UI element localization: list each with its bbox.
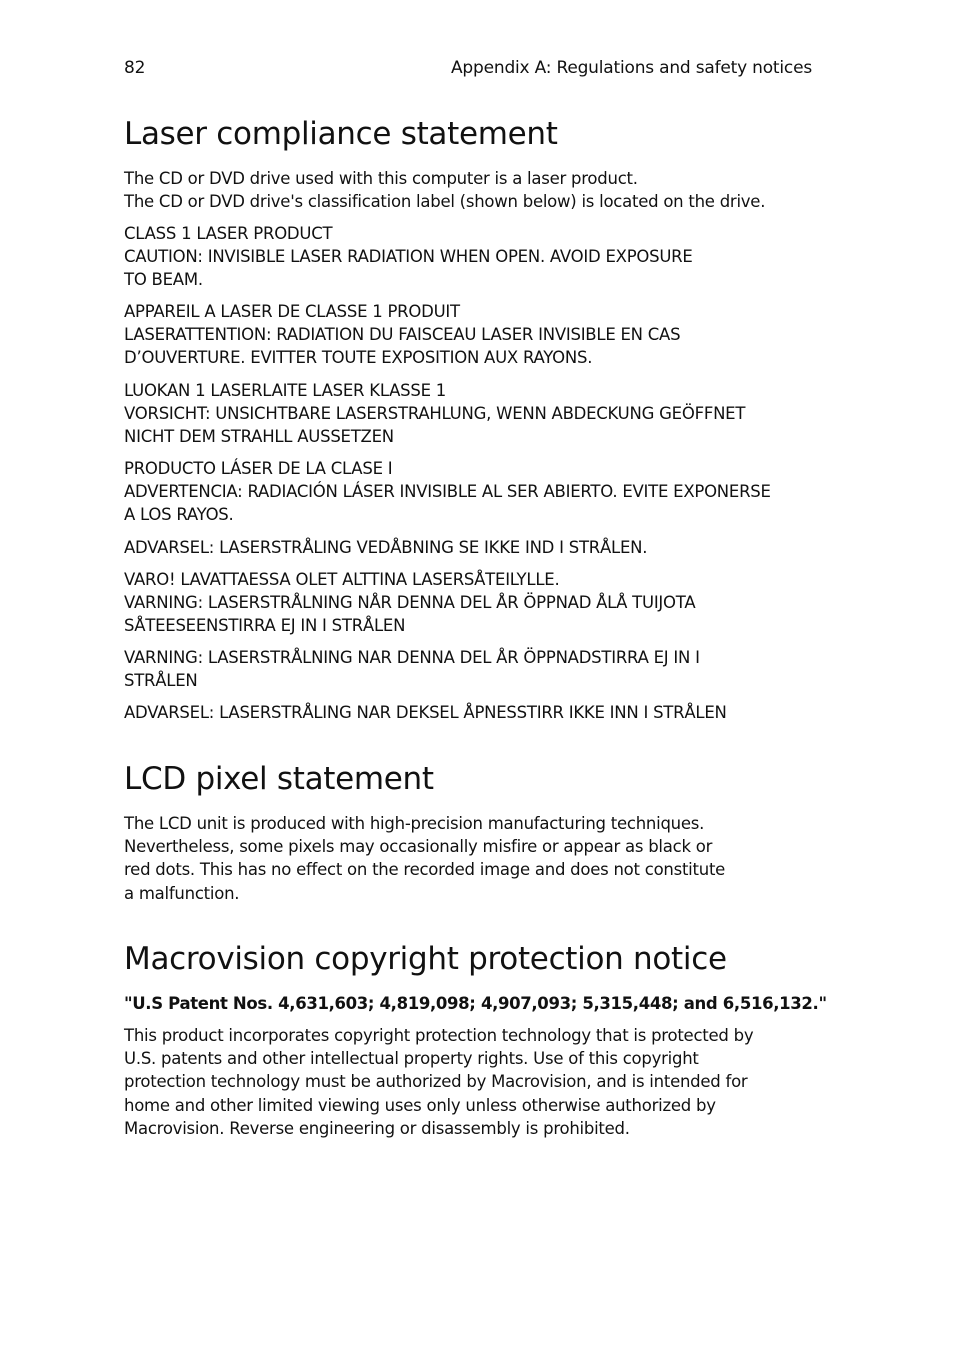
running-title: Appendix A: Regulations and safety notices <box>451 58 812 78</box>
text-line: "U.S Patent Nos. 4,631,603; 4,819,098; 4,907,093; 5,315,448; and 6,516,132." <box>124 994 827 1013</box>
text-line: A LOS RAYOS. <box>124 505 234 525</box>
lcd-paragraph <box>124 812 725 905</box>
text-line: protection technology must be authorized by Macrovision, and is intended for <box>124 1072 748 1092</box>
text-line: The CD or DVD drive used with this computer is a laser product. <box>124 169 638 188</box>
text-line: VARNING: LASERSTRÅLNING NAR DENNA DEL ÅR ÖPPNADSTIRRA EJ IN I <box>124 648 700 667</box>
laser-spanish-paragraph <box>124 457 771 527</box>
laser-intro-paragraph <box>124 167 765 213</box>
text-line: CAUTION: INVISIBLE LASER RADIATION WHEN OPEN. AVOID EXPOSURE <box>124 247 693 267</box>
page-number: 82 <box>124 58 146 78</box>
laser-swedish-paragraph <box>124 646 700 692</box>
text-line: PRODUCTO LÁSER DE LA CLASE I <box>124 459 393 478</box>
text-line: red dots. This has no effect on the recorded image and does not constitute <box>124 860 726 880</box>
text-line: VORSICHT: UNSICHTBARE LASERSTRAHLUNG, WENN ABDECKUNG GEÖFFNET <box>124 404 746 424</box>
text-line: VARNING: LASERSTRÅLNING NÅR DENNA DEL ÅR ÖPPNAD ÅLÅ TUIJOTA <box>124 593 696 613</box>
text-line: NICHT DEM STRAHLL AUSSETZEN <box>124 427 394 447</box>
laser-danish-paragraph <box>124 536 647 559</box>
lcd-section-title: LCD pixel statement <box>124 761 434 797</box>
text-line: Nevertheless, some pixels may occasionally misfire or appear as black or <box>124 837 713 857</box>
laser-finnish-paragraph <box>124 568 695 638</box>
text-line: SÅTEESEENSTIRRA EJ IN I STRÅLEN <box>124 616 406 636</box>
text-line: Macrovision. Reverse engineering or disassembly is prohibited. <box>124 1118 630 1138</box>
text-line: LASERATTENTION: RADIATION DU FAISCEAU LASER INVISIBLE EN CAS <box>124 325 681 345</box>
text-line: ADVERTENCIA: RADIACIÓN LÁSER INVISIBLE AL SER ABIERTO. EVITE EXPONERSE <box>124 482 771 502</box>
text-line: CLASS 1 LASER PRODUCT <box>124 224 333 243</box>
macrovision-paragraph <box>124 1024 753 1140</box>
laser-french-paragraph <box>124 300 680 370</box>
macrovision-section-title: Macrovision copyright protection notice <box>124 941 727 977</box>
laser-german-paragraph <box>124 379 745 449</box>
page-header <box>124 57 812 79</box>
text-line: VARO! LAVATTAESSA OLET ALTTINA LASERSÅTEILYLLE. <box>124 570 560 589</box>
text-line: TO BEAM. <box>124 270 203 290</box>
text-line: STRÅLEN <box>124 671 198 691</box>
text-line: This product incorporates copyright protection technology that is protected by <box>124 1026 754 1045</box>
laser-norwegian-paragraph <box>124 701 727 724</box>
text-line: D’OUVERTURE. EVITTER TOUTE EXPOSITION AUX RAYONS. <box>124 348 593 368</box>
text-line: APPAREIL A LASER DE CLASSE 1 PRODUIT <box>124 302 460 321</box>
text-line: ADVARSEL: LASERSTRÅLING NAR DEKSEL ÅPNESSTIRR IKKE INN I STRÅLEN <box>124 703 727 722</box>
text-line: LUOKAN 1 LASERLAITE LASER KLASSE 1 <box>124 381 447 400</box>
text-line: ADVARSEL: LASERSTRÅLING VEDÅBNING SE IKKE IND I STRÅLEN. <box>124 538 648 557</box>
text-line: The CD or DVD drive's classification label (shown below) is located on the drive. <box>124 192 766 212</box>
laser-class1-paragraph <box>124 222 693 292</box>
laser-section-title: Laser compliance statement <box>124 116 558 152</box>
text-line: a malfunction. <box>124 883 240 903</box>
patent-numbers <box>124 992 827 1015</box>
text-line: home and other limited viewing uses only unless otherwise authorized by <box>124 1095 716 1115</box>
text-line: U.S. patents and other intellectual property rights. Use of this copyright <box>124 1049 699 1069</box>
text-line: The LCD unit is produced with high-precision manufacturing techniques. <box>124 814 705 833</box>
